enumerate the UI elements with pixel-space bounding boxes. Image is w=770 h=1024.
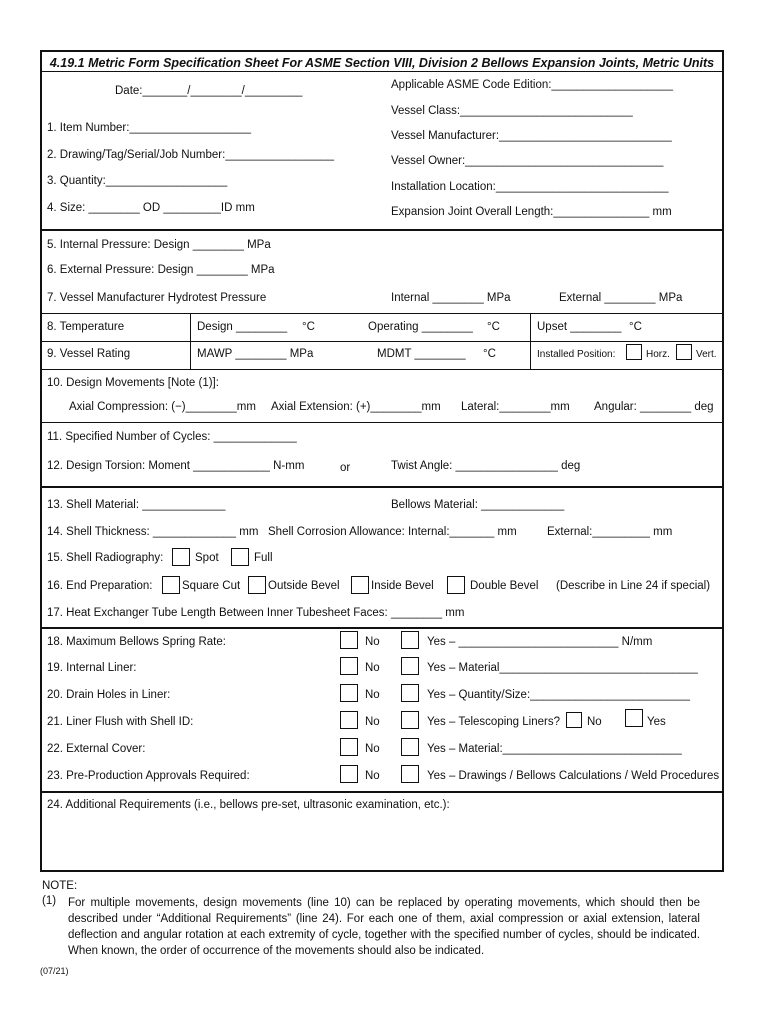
vertical-checkbox[interactable]: [676, 344, 692, 360]
internal-pressure-field[interactable]: 5. Internal Pressure: Design ________ MPa: [47, 239, 271, 251]
operating-temperature-unit: °C: [487, 321, 500, 333]
row-divider: [40, 313, 724, 314]
tube-length-field[interactable]: 17. Heat Exchanger Tube Length Between Inner Tubesheet Faces: ________ mm: [47, 607, 465, 619]
vessel-class-field[interactable]: Vessel Class:___________________________: [391, 105, 633, 117]
drawing-number-field[interactable]: 2. Drawing/Tag/Serial/Job Number:_________________: [47, 149, 335, 161]
operating-temperature-field[interactable]: Operating ________: [368, 321, 473, 333]
question-yes-checkbox[interactable]: [401, 631, 419, 649]
design-temperature-unit: °C: [302, 321, 315, 333]
form-title: 4.19.1 Metric Form Specification Sheet For ASME Section VIII, Division 2 Bellows Expansion Joints, Metric Units: [40, 50, 724, 72]
question-yes-checkbox[interactable]: [401, 684, 419, 702]
external-pressure-field[interactable]: 6. External Pressure: Design ________ MPa: [47, 264, 275, 276]
design-movements-label: 10. Design Movements [Note (1)]:: [47, 377, 219, 389]
full-checkbox[interactable]: [231, 548, 249, 566]
cycles-field[interactable]: 11. Specified Number of Cycles: _____________: [47, 431, 297, 443]
hydrotest-internal-field[interactable]: Internal ________ MPa: [391, 292, 511, 304]
corrosion-internal-field[interactable]: Shell Corrosion Allowance: Internal:_______ mm: [268, 526, 517, 538]
question-no-checkbox[interactable]: [340, 631, 358, 649]
upset-temperature-unit: °C: [629, 321, 642, 333]
additional-requirements-area[interactable]: [44, 816, 720, 870]
twist-angle-field[interactable]: Twist Angle: ________________ deg: [391, 460, 581, 472]
full-label: Full: [254, 552, 273, 564]
vessel-owner-field[interactable]: Vessel Owner:_______________________________: [391, 155, 664, 167]
question-no-label: No: [365, 662, 380, 674]
square-cut-checkbox[interactable]: [162, 576, 180, 594]
additional-requirements-label: 24. Additional Requirements (i.e., bellows pre-set, ultrasonic examination, etc.):: [47, 799, 450, 811]
item-number-field[interactable]: 1. Item Number:___________________: [47, 122, 251, 134]
question-label: 23. Pre-Production Approvals Required:: [47, 770, 250, 782]
question-no-label: No: [365, 716, 380, 728]
row-divider: [40, 422, 724, 423]
installed-position-label: Installed Position:: [537, 349, 616, 360]
outside-bevel-checkbox[interactable]: [248, 576, 266, 594]
question-yes-checkbox[interactable]: [401, 711, 419, 729]
installation-location-field[interactable]: Installation Location:___________________________: [391, 181, 669, 193]
section-divider: [40, 229, 724, 231]
telescoping-no-label: No: [587, 716, 602, 728]
question-label: 19. Internal Liner:: [47, 662, 137, 674]
row-divider: [40, 341, 724, 342]
outside-bevel-label: Outside Bevel: [268, 580, 340, 592]
shell-thickness-field[interactable]: 14. Shell Thickness: _____________ mm: [47, 526, 259, 538]
design-temperature-field[interactable]: Design ________: [197, 321, 288, 333]
question-no-label: No: [365, 636, 380, 648]
section-divider: [40, 627, 724, 629]
or-label: or: [340, 462, 351, 474]
note-text: For multiple movements, design movements (line 10) can be replaced by operating movements, which should then be described under “Additional Requirements” (line 24). For each one of them, axial compression or axial extension, lateral deflection and angular rotation at each extremity of cycle, together with the specified number of cycles, should be indicated. When known, the order of occurrence of the movements should also be indicated.: [68, 897, 700, 957]
question-no-label: No: [365, 770, 380, 782]
code-edition-field[interactable]: Applicable ASME Code Edition:___________________: [391, 79, 673, 91]
double-bevel-checkbox[interactable]: [447, 576, 465, 594]
shell-material-field[interactable]: 13. Shell Material: _____________: [47, 499, 226, 511]
section-divider: [40, 486, 724, 488]
quantity-field[interactable]: 3. Quantity:___________________: [47, 175, 228, 187]
question-yes-field: Yes – Drawings / Bellows Calculations / Weld Procedures: [427, 770, 720, 782]
hydrotest-label: 7. Vessel Manufacturer Hydrotest Pressure: [47, 292, 267, 304]
size-field[interactable]: 4. Size: ________ OD _________ID mm: [47, 202, 255, 214]
question-label: 18. Maximum Bellows Spring Rate:: [47, 636, 226, 648]
question-no-checkbox[interactable]: [340, 684, 358, 702]
upset-temperature-field[interactable]: Upset ________: [537, 321, 622, 333]
question-yes-field[interactable]: Yes – Material:____________________________: [427, 743, 682, 755]
mawp-field[interactable]: MAWP ________ MPa: [197, 348, 314, 360]
temperature-label: 8. Temperature: [47, 321, 125, 333]
note-number: (1): [42, 895, 57, 907]
radiography-label: 15. Shell Radiography:: [47, 552, 164, 564]
question-yes-checkbox[interactable]: [401, 738, 419, 756]
question-label: 20. Drain Holes in Liner:: [47, 689, 171, 701]
spot-checkbox[interactable]: [172, 548, 190, 566]
overall-length-field[interactable]: Expansion Joint Overall Length:_______________ mm: [391, 206, 672, 218]
hydrotest-external-field[interactable]: External ________ MPa: [559, 292, 683, 304]
revision-date: (07/21): [40, 966, 69, 976]
date-field[interactable]: Date:_______/________/_________: [115, 85, 303, 97]
bellows-material-field[interactable]: Bellows Material: _____________: [391, 499, 565, 511]
inside-bevel-checkbox[interactable]: [351, 576, 369, 594]
square-cut-label: Square Cut: [182, 580, 241, 592]
question-no-checkbox[interactable]: [340, 657, 358, 675]
axial-compression-field[interactable]: Axial Compression: (−)________mm: [69, 401, 256, 413]
question-yes-field: Yes – Telescoping Liners?: [427, 716, 560, 728]
axial-extension-field[interactable]: Axial Extension: (+)________mm: [271, 401, 441, 413]
question-label: 21. Liner Flush with Shell ID:: [47, 716, 194, 728]
inside-bevel-label: Inside Bevel: [371, 580, 434, 592]
horizontal-checkbox[interactable]: [626, 344, 642, 360]
vessel-manufacturer-field[interactable]: Vessel Manufacturer:___________________________: [391, 130, 672, 142]
question-no-checkbox[interactable]: [340, 711, 358, 729]
question-no-checkbox[interactable]: [340, 765, 358, 783]
question-no-label: No: [365, 743, 380, 755]
mdmt-field[interactable]: MDMT ________: [377, 348, 466, 360]
note-heading: NOTE:: [42, 880, 78, 892]
section-divider: [40, 791, 724, 793]
row-divider: [40, 369, 724, 370]
vertical-label: Vert.: [696, 349, 717, 360]
question-no-checkbox[interactable]: [340, 738, 358, 756]
question-no-label: No: [365, 689, 380, 701]
telescoping-yes-label: Yes: [647, 716, 666, 728]
question-yes-checkbox[interactable]: [401, 765, 419, 783]
question-yes-field[interactable]: Yes – Quantity/Size:_________________________: [427, 689, 691, 701]
spot-label: Spot: [195, 552, 219, 564]
question-yes-checkbox[interactable]: [401, 657, 419, 675]
vessel-rating-label: 9. Vessel Rating: [47, 348, 131, 360]
telescoping-yes-checkbox[interactable]: [625, 709, 643, 727]
double-bevel-label: Double Bevel: [470, 580, 539, 592]
angular-field[interactable]: Angular: ________ deg: [594, 401, 714, 413]
horizontal-label: Horz.: [646, 349, 670, 360]
question-label: 22. External Cover:: [47, 743, 146, 755]
describe-note: (Describe in Line 24 if special): [556, 580, 711, 592]
lateral-field[interactable]: Lateral:________mm: [461, 401, 570, 413]
question-yes-field[interactable]: Yes – _________________________ N/mm: [427, 636, 653, 648]
question-yes-field[interactable]: Yes – Material_______________________________: [427, 662, 698, 674]
end-preparation-label: 16. End Preparation:: [47, 580, 153, 592]
corrosion-external-field[interactable]: External:_________ mm: [547, 526, 673, 538]
torsion-moment-field[interactable]: 12. Design Torsion: Moment ____________ N-mm: [47, 460, 305, 472]
telescoping-no-checkbox[interactable]: [566, 712, 582, 728]
mdmt-unit: °C: [483, 348, 496, 360]
